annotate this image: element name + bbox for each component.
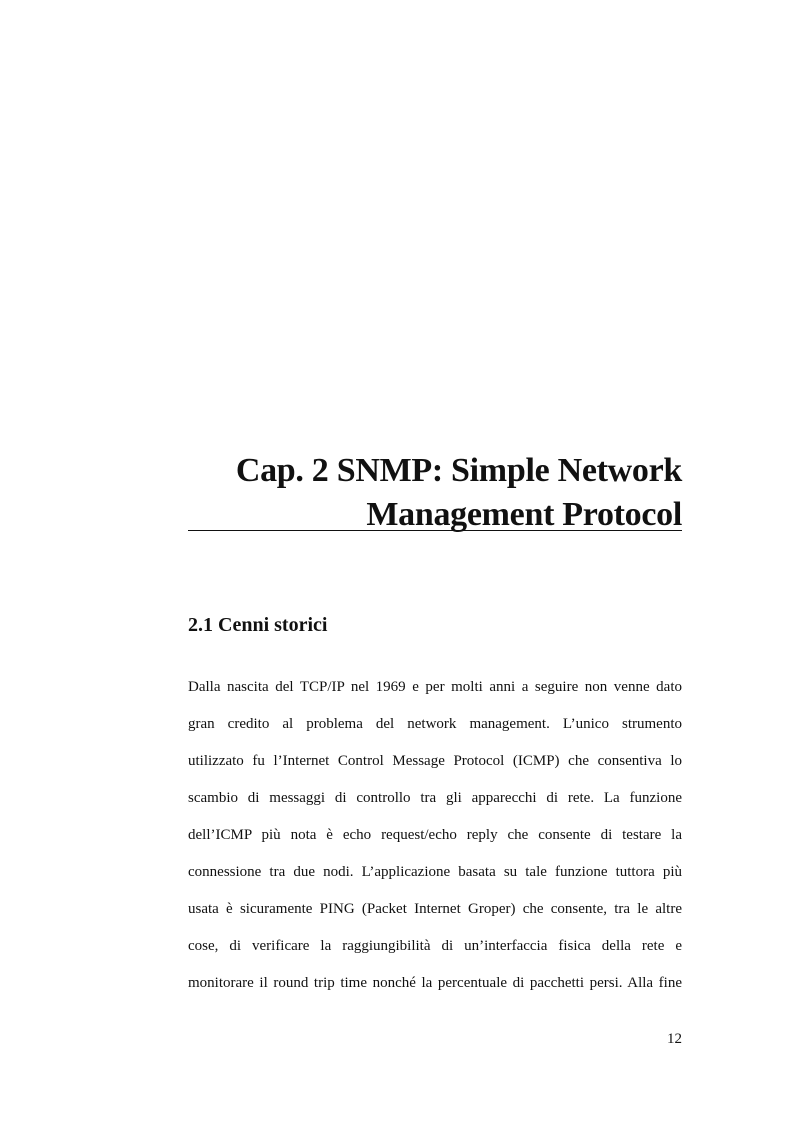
chapter-title: [188, 449, 682, 537]
body-line: monitorare il round trip time nonché la percentuale di pacchetti persi. Alla fine: [188, 975, 682, 991]
page-number: 12: [667, 1031, 682, 1047]
section-heading: 2.1 Cenni storici: [188, 614, 328, 636]
body-line: Dalla nascita del TCP/IP nel 1969 e per molti anni a seguire non venne dato: [188, 679, 682, 695]
chapter-title-line-2: Management Protocol: [366, 496, 682, 533]
body-line: scambio di messaggi di controllo tra gli apparecchi di rete. La funzione: [188, 790, 682, 806]
body-line: connessione tra due nodi. L’applicazione basata su tale funzione tuttora più: [188, 864, 682, 880]
body-line: cose, di verificare la raggiungibilità di un’interfaccia fisica della rete e: [188, 938, 682, 954]
chapter-title-underline: [188, 530, 682, 531]
body-paragraph: [188, 676, 682, 1009]
body-line: gran credito al problema del network management. L’unico strumento: [188, 716, 682, 732]
body-line: dell’ICMP più nota è echo request/echo reply che consente di testare la: [188, 827, 682, 843]
body-line: utilizzato fu l’Internet Control Message Protocol (ICMP) che consentiva lo: [188, 753, 682, 769]
chapter-title-line-1: Cap. 2 SNMP: Simple Network: [235, 452, 682, 489]
body-line: usata è sicuramente PING (Packet Internet Groper) che consente, tra le altre: [188, 901, 682, 917]
